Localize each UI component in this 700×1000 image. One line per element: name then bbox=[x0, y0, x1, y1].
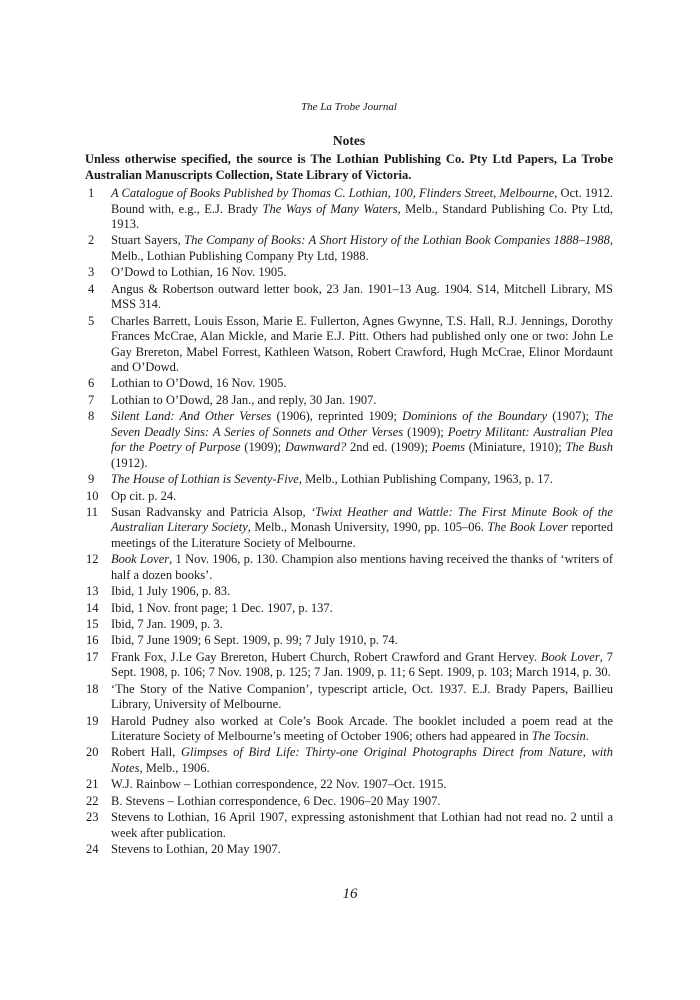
note-number: 11 bbox=[86, 504, 99, 519]
note-item bbox=[85, 186, 613, 233]
note-item bbox=[85, 505, 613, 552]
note-item bbox=[85, 409, 613, 471]
notes-list bbox=[85, 186, 613, 857]
note-number: 10 bbox=[86, 488, 99, 503]
note-number: 15 bbox=[86, 616, 99, 631]
note-text: ‘The Story of the Native Companion’, typescript article, Oct. 1937. E.J. Brady Papers, Baillieu Library, University of Melbourne. bbox=[111, 681, 613, 712]
note-number: 19 bbox=[86, 713, 99, 728]
note-number: 5 bbox=[88, 313, 95, 328]
note-text: Book Lover, 1 Nov. 1906, p. 130. Champion also mentions having received the thanks of ‘writers of half a dozen books’. bbox=[111, 552, 613, 582]
note-number: 4 bbox=[88, 281, 95, 296]
note-text: Ibid, 7 June 1909; 6 Sept. 1909, p. 99; 7 July 1910, p. 74. bbox=[111, 633, 398, 648]
note-number: 8 bbox=[88, 409, 95, 424]
note-number: 21 bbox=[86, 777, 99, 792]
note-item bbox=[85, 601, 613, 617]
note-number: 17 bbox=[86, 649, 99, 664]
note-text: Ibid, 7 Jan. 1909, p. 3. bbox=[111, 616, 223, 631]
note-number: 16 bbox=[86, 633, 99, 648]
note-text: Stevens to Lothian, 20 May 1907. bbox=[111, 841, 281, 856]
page bbox=[85, 100, 613, 858]
note-number: 12 bbox=[86, 552, 99, 567]
running-head: The La Trobe Journal bbox=[301, 101, 397, 113]
note-number: 14 bbox=[86, 600, 99, 615]
note-text: Harold Pudney also worked at Cole’s Book Arcade. The booklet included a poem read at the Literature Society of Melbourne’s meeting of October 1906; others had appeared in The Tocsin. bbox=[111, 713, 613, 744]
note-number: 18 bbox=[86, 681, 99, 696]
note-number: 3 bbox=[88, 265, 95, 280]
note-text: Stuart Sayers, The Company of Books: A Short History of the Lothian Book Companies 1888–1988, Melb., Lothian Publishing Company Pty Ltd, 1988. bbox=[111, 233, 614, 263]
note-number: 20 bbox=[86, 745, 99, 760]
note-text: Frank Fox, J.Le Gay Brereton, Hubert Church, Robert Crawford and Grant Hervey. Book Lover, 7 Sept. 1908, p. 106; 7 Nov. 1908, p. 125; 7 Jan. 1909, p. 11; 6 Sept. 1909, p. 103; March 1914, p. 30. bbox=[111, 649, 613, 680]
note-number: 6 bbox=[88, 376, 95, 391]
note-item bbox=[85, 489, 613, 505]
page-number: 16 bbox=[342, 886, 358, 902]
note-text: Op cit. p. 24. bbox=[111, 488, 177, 503]
note-number: 23 bbox=[86, 810, 99, 825]
note-item bbox=[85, 376, 613, 392]
note-item bbox=[85, 282, 613, 313]
note-item bbox=[85, 794, 613, 810]
note-item bbox=[85, 714, 613, 745]
note-item bbox=[85, 265, 613, 281]
note-text: Robert Hall, Glimpses of Bird Life: Thirty-one Original Photographs Direct from Nature, with Notes, Melb., 1906. bbox=[111, 745, 614, 775]
note-number: 22 bbox=[86, 793, 99, 808]
notes-intro: Unless otherwise specified, the source is The Lothian Publishing Co. Pty Ltd Papers, La Trobe Australian Manuscripts Collection, State Library of Victoria. bbox=[85, 152, 613, 182]
note-text: A Catalogue of Books Published by Thomas C. Lothian, 100, Flinders Street, Melbourne, Oct. 1912. Bound with, e.g., E.J. Brady The Ways of Many Waters, Melb., Standard Publishing Co. Pty Ltd, 1913. bbox=[111, 186, 613, 231]
note-item bbox=[85, 472, 613, 488]
note-item bbox=[85, 233, 613, 264]
note-text: Charles Barrett, Louis Esson, Marie E. Fullerton, Agnes Gwynne, T.S. Hall, R.J. Jennings, Dorothy Frances McCrae, Alan Mickle, and Marie E.J. Pitt. Others had published only one or two: John Le Gay Brereton, Mabel Forrest, Kathleen Watson, Robert Crawford, Hugh McCrae, Elinor Mordaunt and O’Dowd. bbox=[111, 313, 613, 375]
note-item bbox=[85, 393, 613, 409]
note-item bbox=[85, 552, 613, 583]
note-item bbox=[85, 842, 613, 858]
note-number: 1 bbox=[88, 186, 95, 200]
note-number: 2 bbox=[88, 233, 95, 248]
note-item bbox=[85, 777, 613, 793]
note-text: Ibid, 1 Nov. front page; 1 Dec. 1907, p. 137. bbox=[111, 600, 333, 615]
note-text: W.J. Rainbow – Lothian correspondence, 22 Nov. 1907–Oct. 1915. bbox=[111, 777, 447, 792]
note-item bbox=[85, 650, 613, 681]
note-text: Ibid, 1 July 1906, p. 83. bbox=[111, 584, 231, 599]
note-text: Silent Land: And Other Verses (1906), reprinted 1909; Dominions of the Boundary (1907); The Seven Deadly Sins: A Series of Sonnets and Other Verses (1909); Poetry Militant: Australian Plea for the Poetry of Purpose (1909); Dawnward? 2nd ed. (1909); Poems (Miniature, 1910); The Bush (1912). bbox=[111, 409, 613, 470]
note-text: Angus & Robertson outward letter book, 23 Jan. 1901–13 Aug. 1904. S14, Mitchell Library, MS MSS 314. bbox=[111, 281, 613, 312]
note-text: B. Stevens – Lothian correspondence, 6 Dec. 1906–20 May 1907. bbox=[111, 793, 441, 808]
note-number: 9 bbox=[88, 472, 95, 487]
note-number: 24 bbox=[86, 841, 99, 856]
note-item bbox=[85, 617, 613, 633]
note-item bbox=[85, 633, 613, 649]
note-item bbox=[85, 745, 613, 776]
note-item bbox=[85, 584, 613, 600]
note-number: 13 bbox=[86, 584, 99, 599]
note-text: Stevens to Lothian, 16 April 1907, expressing astonishment that Lothian had not read no. 2 until a week after publication. bbox=[111, 810, 613, 840]
note-item bbox=[85, 314, 613, 376]
note-text: Lothian to O’Dowd, 16 Nov. 1905. bbox=[111, 376, 287, 391]
note-number: 7 bbox=[88, 392, 95, 407]
notes-heading: Notes bbox=[332, 133, 366, 148]
note-text: Susan Radvansky and Patricia Alsop, ‘Twixt Heather and Wattle: The First Minute Book of the Australian Literary Society, Melb., Monash University, 1990, pp. 105–06. The Book Lover reported meetings of the Literature Society of Melbourne. bbox=[111, 504, 613, 550]
note-text: O’Dowd to Lothian, 16 Nov. 1905. bbox=[111, 265, 287, 280]
note-item bbox=[85, 682, 613, 713]
note-text: The House of Lothian is Seventy-Five, Melb., Lothian Publishing Company, 1963, p. 17. bbox=[111, 472, 553, 487]
note-text: Lothian to O’Dowd, 28 Jan., and reply, 30 Jan. 1907. bbox=[111, 392, 377, 407]
note-item bbox=[85, 810, 613, 841]
